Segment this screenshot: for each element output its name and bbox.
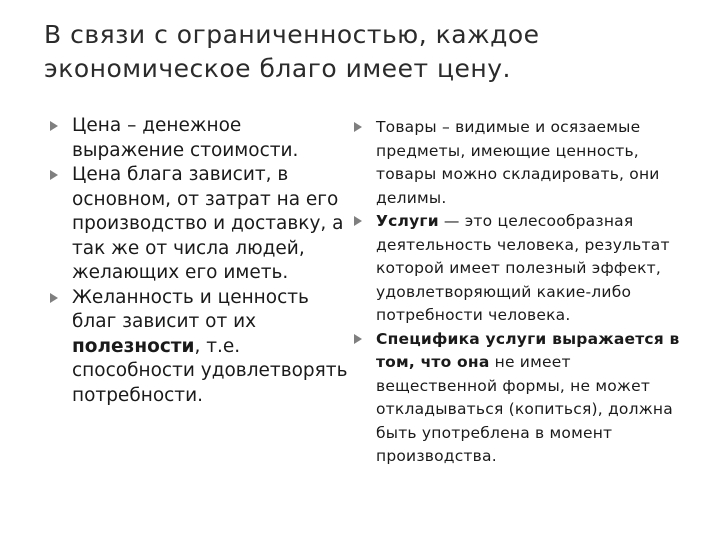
- item-text: [72, 287, 347, 406]
- triangle-bullet-icon: [50, 293, 58, 303]
- triangle-bullet-icon: [354, 334, 362, 344]
- item-text: [376, 330, 680, 466]
- left-bullet-item: [50, 163, 350, 286]
- term-utility: полезности: [72, 335, 195, 357]
- right-bullet-item: [354, 116, 684, 210]
- right-bullet-item: [354, 328, 684, 469]
- triangle-bullet-icon: [354, 122, 362, 132]
- item-text: [72, 115, 298, 161]
- triangle-bullet-icon: [50, 170, 58, 180]
- slide-title: В связи с ограниченностью, каждое экономическое благо имеет цену.: [44, 20, 540, 83]
- text-segment: – видимые и осязаемые предметы, имеющие ценность, товары можно складировать, они делимы.: [376, 118, 660, 207]
- text-segment: , т.е. способности удовлетворять потребности.: [72, 335, 348, 406]
- term-services: Услуги: [376, 212, 439, 230]
- triangle-bullet-icon: [354, 216, 362, 226]
- left-column: [50, 114, 350, 408]
- left-bullet-item: [50, 286, 350, 409]
- term-service-specifics: Специфика услуги выражается в том, что она: [376, 329, 680, 371]
- text-segment: Цена блага зависит, в основном, от затрат на его производство и доставку, а так же от числа людей, желающих его иметь.: [72, 164, 344, 283]
- item-text: [72, 164, 344, 283]
- left-bullet-item: [50, 114, 350, 163]
- term-goods: Товары: [376, 118, 437, 136]
- right-bullet-item: [354, 210, 684, 328]
- item-text: [376, 118, 660, 207]
- text-segment: не имеет вещественной формы, не может откладываться (копиться), должна быть употреблена в момент производства.: [376, 353, 673, 465]
- triangle-bullet-icon: [50, 121, 58, 131]
- text-segment: Желанность и ценность благ зависит от их: [72, 286, 309, 332]
- text-segment: — это целесообразная деятельность человека, результат которой имеет полезный эффект, удовлетворяющий какие-либо потребности человека.: [376, 212, 670, 324]
- text-segment: – денежное выражение стоимости.: [72, 115, 299, 161]
- item-text: [376, 212, 670, 324]
- right-column: [354, 116, 684, 469]
- term-price: Цена: [72, 115, 122, 136]
